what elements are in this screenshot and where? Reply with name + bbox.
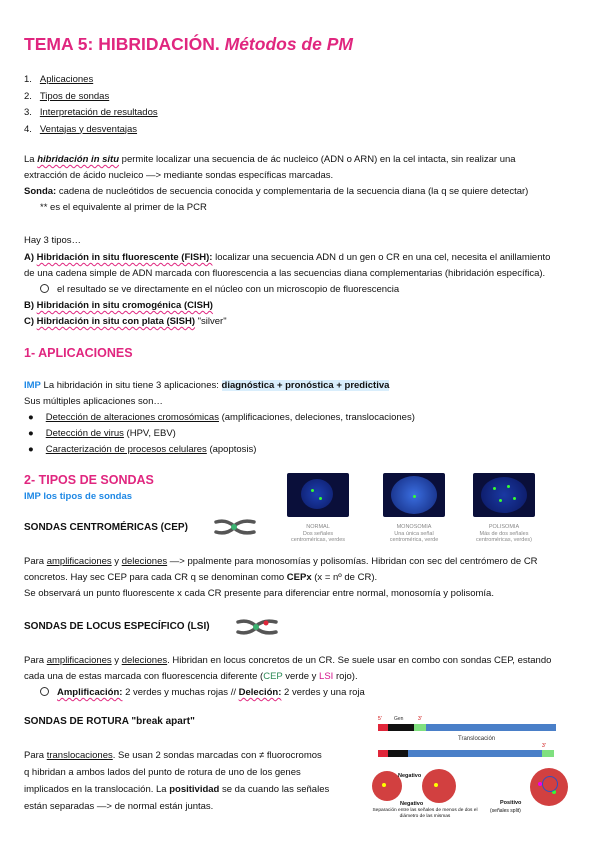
- list-item: ● Caracterización de procesos celulares (apoptosis): [28, 444, 257, 455]
- bullet-icon: ●: [28, 412, 34, 423]
- toc-number: 2.: [24, 90, 32, 102]
- toc-link-interpretacion[interactable]: Interpretación de resultados: [39, 107, 158, 118]
- circle-bullet-icon: [40, 687, 49, 696]
- lsi-title: SONDAS DE LOCUS ESPECÍFICO (LSI): [24, 621, 210, 632]
- negative-nucleus: [422, 769, 456, 803]
- break-apart-diagram: 5' Gen 3' Translocación 3' Negativo Negativo Separación entre las señales de menos de dos el diámetro de las mismas Positivo (señales split): [370, 716, 580, 826]
- chromosome-bar: [426, 724, 556, 731]
- types-heading: Hay 3 tipos…: [24, 235, 82, 246]
- cep-title: SONDAS CENTROMÉRICAS (CEP): [24, 522, 188, 533]
- positive-caption: (señales split): [490, 808, 521, 814]
- negative-title: Negativo: [400, 801, 424, 807]
- term-cish: Hibridación in situ cromogénica (CISH): [36, 300, 213, 311]
- toc-item[interactable]: [24, 123, 158, 136]
- probe-green: [414, 724, 426, 731]
- imp-tipos: IMP los tipos de sondas: [24, 491, 133, 502]
- intro-note: ** es el equivalente al primer de la PCR: [40, 202, 207, 213]
- toc-item[interactable]: [24, 73, 158, 86]
- end-label: 3': [418, 716, 422, 722]
- toc-item[interactable]: [24, 90, 158, 103]
- toc-item[interactable]: [24, 106, 158, 119]
- fish-image-polisomia: POLISOMIA Más de dos señales centroméricas, verdes): [473, 473, 535, 544]
- cep-paragraph: Para amplificaciones y deleciones —> ppalmente para monosomías y polisomías. Hibridan con sec del centrómero de CR concretos. Hay sec CEP para cada CR q se denominan como CEPx (x = nº de CR). Se observará un punto fluorescente x cada CR presente para diferenciar entre normal, monosomía y polisomía.: [24, 556, 538, 599]
- fish-bullet: el resultado se ve directamente en el núcleo con un microscopio de fluorescencia: [24, 283, 550, 296]
- aplicaciones-highlight: diagnóstica + pronóstica + predictiva: [221, 380, 390, 391]
- nucleus-image: [473, 473, 535, 517]
- list-item: ● Detección de alteraciones cromosómicas (amplificaciones, deleciones, translocaciones): [28, 412, 415, 423]
- toc-number: 1.: [24, 74, 32, 85]
- nucleus-image: [287, 473, 349, 517]
- toc: [24, 73, 158, 136]
- bullet-icon: ●: [28, 444, 34, 455]
- fish-image-normal: NORMAL Dos señales centroméricas, verdes: [287, 473, 349, 544]
- negative-label: Negativo: [398, 773, 422, 779]
- types-block: Hay 3 tipos… A) Hibridación in situ fluorescente (FISH): localizar una secuencia ADN d un gen o CR en una cel, necesita el anillamiento de una cadena simple de ADN marcada con fluorescencia a las secuencias diana complementarias (hibridación específica). el resultado se ve directamente en el núcleo con un microscopio de fluorescencia B) Hibridación in situ cromogénica (CISH) C) Hibridación in situ con plata (SISH) "silver": [24, 235, 551, 327]
- title-italic: Métodos de PM: [224, 34, 353, 54]
- negative-caption: Separación entre las señales de menos de dos el diámetro de las mismas: [372, 808, 478, 819]
- page-title: [24, 34, 353, 55]
- list-item: ● Detección de virus (HPV, EBV): [28, 428, 176, 439]
- toc-link-ventajas[interactable]: Ventajas y desventajas: [39, 123, 138, 135]
- positive-nucleus: [530, 768, 568, 806]
- end-label: 5': [378, 716, 382, 722]
- positive-title: Positivo: [500, 800, 522, 806]
- section-tipos-title: 2- TIPOS DE SONDAS: [24, 473, 154, 487]
- intro-paragraph: La hibridación in situ permite localizar una secuencia de ác nucleico (ADN o ARN) en la cel intacta, sin realizar una extracción de ácido nucleico —> mediante sondas específicas marcadas. Sonda: cadena de nucleótidos de secuencia conocida y complementaria de la secuencia diana (la q se quiere detectar) ** es el equivalente al primer de la PCR: [24, 154, 529, 213]
- toc-number: 4.: [24, 123, 32, 135]
- rotura-title: SONDAS DE ROTURA "break apart": [24, 716, 195, 727]
- gene-segment: [388, 724, 414, 731]
- bullet-icon: ●: [28, 428, 34, 439]
- toc-link-aplicaciones[interactable]: Aplicaciones: [39, 74, 94, 85]
- aplicaciones-block: IMP La hibridación in situ tiene 3 aplicaciones: diagnóstica + pronóstica + predictiva Sus múltiples aplicaciones son… ● Detección de alteraciones cromosómicas (amplificaciones, deleciones, translocaciones) ● Detección de virus (HPV, EBV) ● Caracterización de procesos celulares (apoptosis): [24, 380, 415, 455]
- toc-number: 3.: [24, 107, 32, 118]
- toc-link-tipos[interactable]: Tipos de sondas: [39, 90, 110, 102]
- section-aplicaciones-title: 1- APLICACIONES: [24, 346, 133, 360]
- sonda-label: Sonda:: [24, 186, 57, 197]
- circle-bullet-icon: [40, 284, 49, 293]
- term-hibridacion: hibridación in situ: [37, 154, 120, 165]
- term-fish: Hibridación in situ fluorescente (FISH):: [36, 252, 213, 263]
- lsi-paragraph: Para amplificaciones y deleciones. Hibridan en locus concretos de un CR. Se suele usar en combo con sondas CEP, estando cada una de estas marcada con fluorescencia diferente (CEP verde y LSI rojo). Amplificación: 2 verdes y muchas rojas // Deleción: 2 verdes y una roja: [24, 655, 552, 698]
- probe-red: [378, 724, 388, 731]
- gen-label: Gen: [394, 716, 404, 722]
- chromosome-icon: [236, 618, 278, 636]
- title-main: TEMA 5: HIBRIDACIÓN.: [24, 34, 220, 54]
- term-sish: Hibridación in situ con plata (SISH): [36, 316, 196, 327]
- rotura-paragraph: Para translocaciones. Se usan 2 sondas marcadas con ≠ fluorocromos q hibridan a ambos lados del punto de rotura de uno de los genes implicados en la translocación. La positividad se da cuando las señales están separadas —> de normal están juntas.: [24, 750, 330, 812]
- translocation-label: Translocación: [458, 736, 496, 742]
- chromosome-icon: [214, 518, 256, 536]
- nucleus-image: [383, 473, 445, 517]
- fish-image-monosomia: MONOSOMIA Una única señal centromérica, verde: [383, 473, 445, 544]
- imp-label: IMP: [24, 380, 41, 391]
- lsi-bullet: Amplificación: 2 verdes y muchas rojas // Deleción: 2 verdes y una roja: [24, 686, 551, 699]
